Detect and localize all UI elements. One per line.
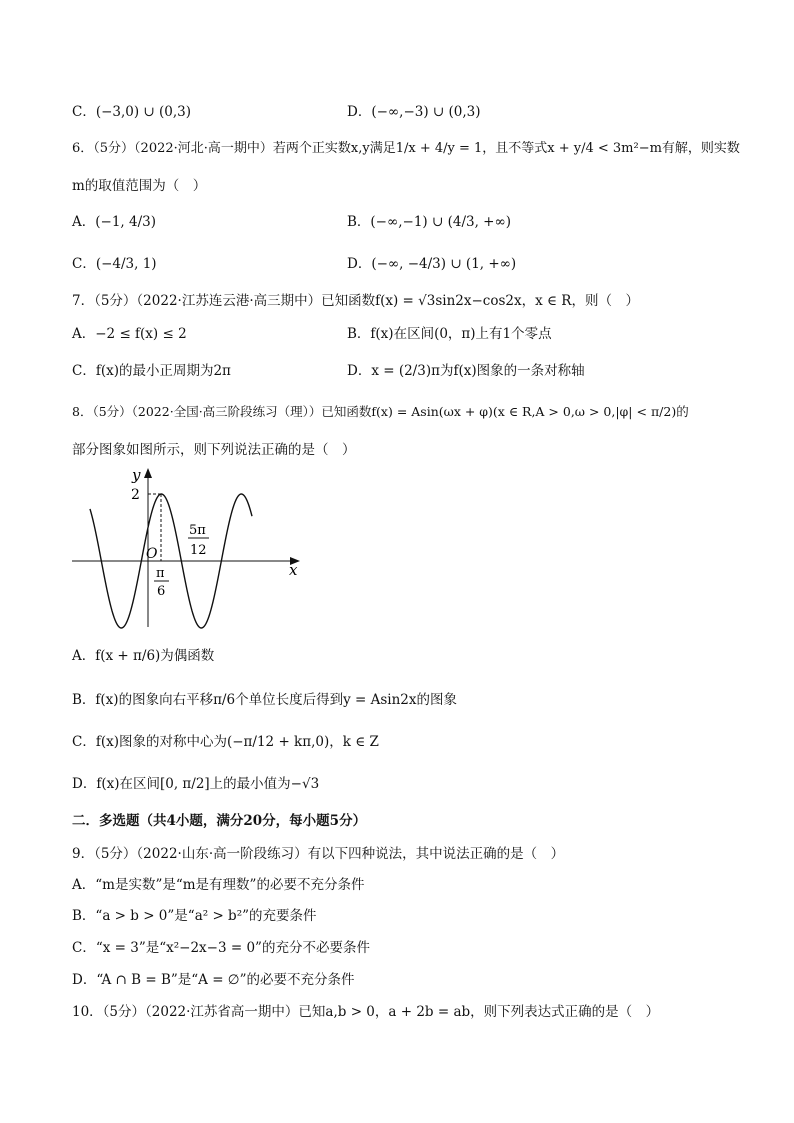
q5-option-c: C．(−3,0) ∪ (0,3) xyxy=(72,104,192,120)
tick-5pi-over-12-den: 12 xyxy=(190,543,207,558)
q10-stem: 10．（5分）（2022·江苏省高一期中）已知a,b > 0，a + 2b = ab，则下列表达式正确的是（ ） xyxy=(72,1004,660,1020)
q7-option-b: B．f(x)在区间(0，π)上有1个零点 xyxy=(347,326,552,342)
q6-option-a: A．(−1, 4/3) xyxy=(72,214,156,230)
q8-stem-line2: 部分图象如图所示，则下列说法正确的是（ ） xyxy=(72,442,356,458)
q9-stem: 9．（5分）（2022·山东·高一阶段练习）有以下四种说法，其中说法正确的是（ ） xyxy=(72,846,565,862)
q9-option-c: C．“x = 3”是“x²−2x−3 = 0”的充分不必要条件 xyxy=(72,940,370,956)
tick-pi-over-6-den: 6 xyxy=(157,584,166,599)
q9-option-d: D．“A ∩ B = B”是“A = ∅”的必要不充分条件 xyxy=(72,972,355,988)
origin-label: O xyxy=(146,546,158,562)
y-axis-label: y xyxy=(132,466,141,484)
x-axis-label: x xyxy=(289,561,298,579)
q7-stem: 7．（5分）（2022·江苏连云港·高三期中）已知函数f(x) = √3sin2x−cos2x，x ∈ R，则（ ） xyxy=(72,293,639,309)
q8-option-b: B．f(x)的图象向右平移π/6个单位长度后得到y = Asin2x的图象 xyxy=(72,692,457,708)
q6-stem-line1: 6．（5分）（2022·河北·高一期中）若两个正实数x,y满足1/x + 4/y = 1，且不等式x + y/4 < 3m²−m有解，则实数 xyxy=(72,141,740,156)
q8-option-d: D．f(x)在区间[0, π/2]上的最小值为−√3 xyxy=(72,776,320,792)
q6-option-c: C．(−4/3, 1) xyxy=(72,256,157,272)
q6-option-d: D．(−∞, −4/3) ∪ (1, +∞) xyxy=(347,256,517,272)
q6-option-b: B．(−∞,−1) ∪ (4/3, +∞) xyxy=(347,214,511,230)
q9-option-b: B．“a > b > 0”是“a² > b²”的充要条件 xyxy=(72,908,317,924)
q6-stem-line2: m的取值范围为（ ） xyxy=(72,178,207,194)
q8-stem-line1: 8．（5分）（2022·全国·高三阶段练习（理））已知函数f(x) = Asin(ωx + φ)(x ∈ R,A > 0,ω > 0,|φ| < π/2)的 xyxy=(72,404,689,419)
q8-function-graph xyxy=(68,462,304,632)
y-axis-arrow xyxy=(144,468,152,478)
max-value-label: 2 xyxy=(131,487,140,503)
q7-option-c: C．f(x)的最小正周期为2π xyxy=(72,363,231,379)
q8-option-c: C．f(x)图象的对称中心为(−π/12 + kπ,0)，k ∈ Z xyxy=(72,734,379,750)
q7-option-d: D．x = (2/3)π为f(x)图象的一条对称轴 xyxy=(347,363,585,379)
q9-option-a: A．“m是实数”是“m是有理数”的必要不充分条件 xyxy=(72,877,365,893)
q5-option-d: D．(−∞,−3) ∪ (0,3) xyxy=(347,104,481,120)
q8-option-a: A．f(x + π/6)为偶函数 xyxy=(72,648,215,664)
tick-pi-over-6-num: π xyxy=(156,566,165,581)
tick-5pi-over-12-num: 5π xyxy=(189,523,206,538)
section-heading-multiple-choice: 二．多选题（共4小题，满分20分，每小题5分） xyxy=(72,813,367,829)
q7-option-a: A．−2 ≤ f(x) ≤ 2 xyxy=(72,326,187,342)
